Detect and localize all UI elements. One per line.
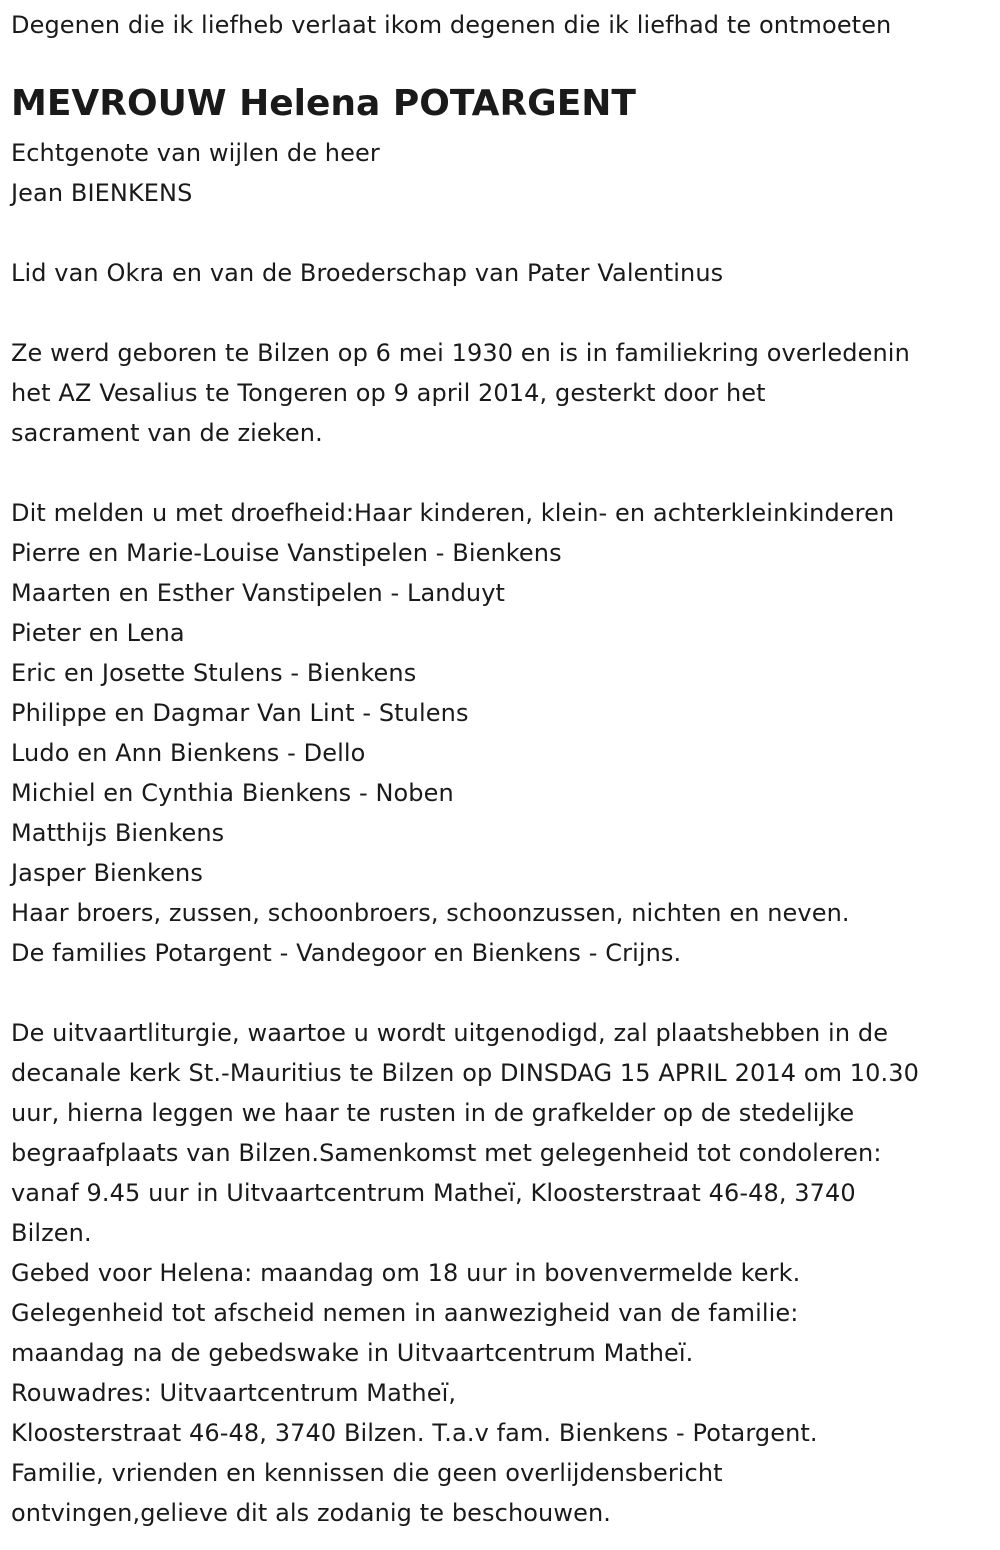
text-line: Ludo en Ann Bienkens - Dello [11, 739, 366, 767]
text-line: Jasper Bienkens [11, 859, 203, 887]
text-line: Pierre en Marie-Louise Vanstipelen - Bienkens [11, 539, 562, 567]
text-line: Michiel en Cynthia Bienkens - Noben [11, 779, 454, 807]
text-line: Rouwadres: Uitvaartcentrum Matheï, [11, 1379, 457, 1407]
text-line: Familie, vrienden en kennissen die geen overlijdensbericht [11, 1459, 723, 1487]
text-line: Maarten en Esther Vanstipelen - Landuyt [11, 579, 506, 607]
text-line: De families Potargent - Vandegoor en Bienkens - Crijns. [11, 939, 682, 967]
blank-line [11, 453, 919, 493]
text-line: Gelegenheid tot afscheid nemen in aanwezigheid van de familie: [11, 1299, 799, 1327]
text-line: maandag na de gebedswake in Uitvaartcentrum Matheï. [11, 1339, 694, 1367]
deceased-name: MEVROUW Helena POTARGENT [11, 83, 636, 124]
text-line: vanaf 9.45 uur in Uitvaartcentrum Matheï, Kloosterstraat 46-48, 3740 [11, 1179, 856, 1207]
text-line: Echtgenote van wijlen de heer [11, 139, 380, 167]
text-line: sacrament van de zieken. [11, 419, 323, 447]
text-line: Matthijs Bienkens [11, 819, 225, 847]
motto-line: Degenen die ik liefheb verlaat ikom degenen die ik liefhad te ontmoeten [11, 11, 892, 39]
blank-line [11, 973, 919, 1013]
text-line: begraafplaats van Bilzen.Samenkomst met gelegenheid tot condoleren: [11, 1139, 882, 1167]
text-line: Philippe en Dagmar Van Lint - Stulens [11, 699, 469, 727]
obituary-body [11, 133, 919, 1533]
text-line: Gebed voor Helena: maandag om 18 uur in bovenvermelde kerk. [11, 1259, 801, 1287]
text-line: Lid van Okra en van de Broederschap van Pater Valentinus [11, 259, 724, 287]
text-line: ontvingen,gelieve dit als zodanig te beschouwen. [11, 1499, 611, 1527]
text-line: Haar broers, zussen, schoonbroers, schoonzussen, nichten en neven. [11, 899, 850, 927]
text-line: decanale kerk St.-Mauritius te Bilzen op DINSDAG 15 APRIL 2014 om 10.30 [11, 1059, 920, 1087]
text-line: uur, hierna leggen we haar te rusten in de grafkelder op de stedelijke [11, 1099, 855, 1127]
text-line: Ze werd geboren te Bilzen op 6 mei 1930 en is in familiekring overledenin [11, 339, 910, 367]
blank-line [11, 293, 919, 333]
text-line: het AZ Vesalius te Tongeren op 9 april 2014, gesterkt door het [11, 379, 766, 407]
text-line: Kloosterstraat 46-48, 3740 Bilzen. T.a.v fam. Bienkens - Potargent. [11, 1419, 818, 1447]
text-line: De uitvaartliturgie, waartoe u wordt uitgenodigd, zal plaatshebben in de [11, 1019, 889, 1047]
blank-line [11, 213, 919, 253]
text-line: Pieter en Lena [11, 619, 185, 647]
text-line: Dit melden u met droefheid:Haar kinderen, klein- en achterkleinkinderen [11, 499, 895, 527]
text-line: Bilzen. [11, 1219, 92, 1247]
text-line: Eric en Josette Stulens - Bienkens [11, 659, 417, 687]
text-line: Jean BIENKENS [11, 179, 193, 207]
